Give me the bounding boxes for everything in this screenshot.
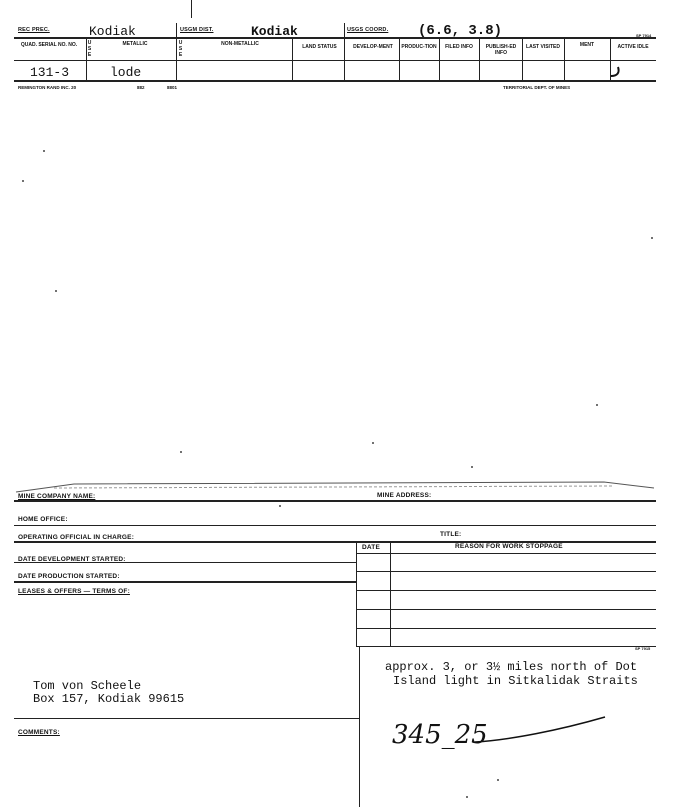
speck	[466, 796, 468, 798]
operating-official-label: OPERATING OFFICIAL IN CHARGE:	[18, 534, 135, 541]
use-header-1: U S E	[87, 40, 92, 58]
leases-offers-label: LEASES & OFFERS — TERMS OF:	[18, 588, 130, 595]
development-header: DEVELOP-MENT	[353, 44, 393, 50]
ment-header: MENT	[579, 42, 595, 48]
speck	[279, 505, 281, 507]
speck	[497, 779, 499, 781]
active-idle-header: ACTIVE IDLE	[617, 44, 649, 50]
date-production-label: DATE PRODUCTION STARTED:	[18, 573, 120, 580]
date-header: DATE	[362, 544, 381, 551]
owner-address: Box 157, Kodiak 99615	[33, 692, 185, 706]
card-top-edge	[14, 478, 664, 498]
speck	[55, 290, 57, 292]
last-visited-header: LAST VISITED	[526, 44, 560, 50]
handwritten-note: 345_25	[392, 720, 488, 750]
printer-imprint: REMINGTON RAND INC. 20	[18, 85, 77, 90]
usgs-coord-value: (6.6, 3.8)	[418, 23, 503, 39]
active-check-mark	[608, 64, 624, 80]
home-office-label: HOME OFFICE:	[18, 516, 68, 523]
metallic-header: METALLIC	[122, 41, 148, 47]
rec-prec-label: REC PREC.	[18, 27, 50, 33]
use-header-2: U S E	[178, 40, 183, 58]
signature-stroke	[470, 712, 610, 752]
territorial-dept-imprint: TERRITORIAL DEPT. OF MINES	[503, 85, 571, 90]
speck	[372, 442, 374, 444]
imprint-code-1: 882	[137, 85, 145, 90]
bottom-form-number: SP 7915	[635, 646, 651, 651]
mine-address-label: MINE ADDRESS:	[377, 492, 432, 499]
usgs-coord-label: USGS COORD.	[347, 27, 389, 33]
speck	[651, 237, 653, 239]
published-info-header: PUBLISH-ED INFO	[485, 44, 517, 56]
owner-name: Tom von Scheele	[33, 679, 142, 693]
location-line-2: Island light in Sitkalidak Straits	[393, 674, 638, 688]
usgm-dist-label: USGM DIST.	[180, 27, 214, 33]
date-development-label: DATE DEVELOPMENT STARTED:	[18, 556, 126, 563]
quad-serial-value: 131-3	[30, 65, 70, 80]
form-number: SP 7914	[636, 33, 652, 38]
speck	[471, 466, 473, 468]
production-header: PRODUC-TION	[401, 44, 437, 50]
speck	[22, 180, 24, 182]
speck	[180, 451, 182, 453]
speck	[43, 150, 45, 152]
mine-company-name-label: MINE COMPANY NAME:	[18, 493, 96, 500]
location-line-1: approx. 3, or 3½ miles north of Dot	[385, 660, 638, 674]
non-metallic-header: NON-METALLIC	[221, 41, 259, 47]
usgm-dist-value: Kodiak	[251, 24, 298, 39]
reason-header: REASON FOR WORK STOPPAGE	[455, 543, 563, 550]
metallic-value: lode	[110, 65, 142, 80]
land-status-header: LAND STATUS	[302, 44, 337, 50]
rec-prec-value: Kodiak	[89, 24, 136, 39]
imprint-code-2: 8801	[167, 85, 178, 90]
speck	[596, 404, 598, 406]
comments-label: COMMENTS:	[18, 729, 60, 736]
quad-serial-header: QUAD. SERIAL NO. NO.	[20, 42, 78, 48]
title-label: TITLE:	[440, 531, 462, 538]
filed-info-header: FILED INFO	[445, 44, 473, 50]
